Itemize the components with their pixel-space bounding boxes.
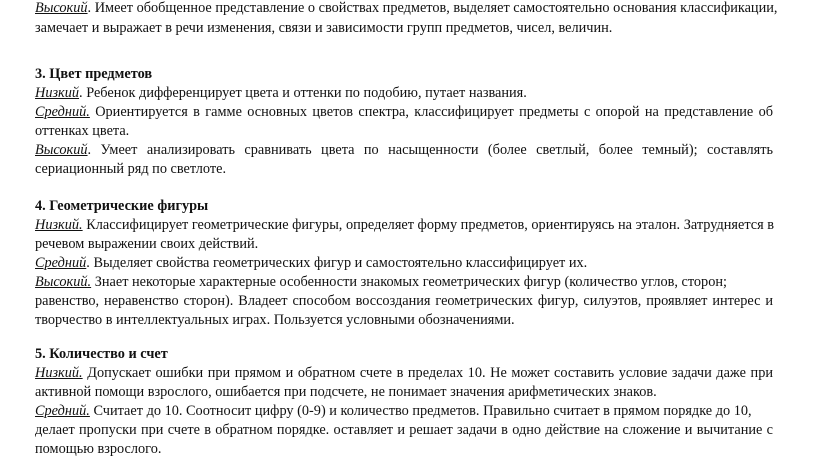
count-mid-line-2: делает пропуски при счете в обратном порядке. оставляет и решает задачи в одно действие на сложение и вычитание с	[35, 422, 773, 438]
level-label: Высокий	[35, 142, 88, 158]
shapes-low-line-2: речевом выражении своих действий.	[35, 236, 259, 252]
color-mid-line-1	[35, 104, 773, 121]
count-mid-line-3: помощью взрослого.	[35, 441, 162, 457]
paragraph-text: Классифицирует геометрические фигуры, определяет форму предметов, ориентируясь на эталон. Затрудняется в	[82, 217, 774, 233]
paragraph-text: . Выделяет свойства геометрических фигур и самостоятельно классифицирует их.	[86, 255, 588, 271]
color-high-line-1	[35, 142, 773, 159]
count-low-line-2: активной помощи взрослого, ошибается при подсчете, не понимает значения арифметических знаков.	[35, 384, 657, 400]
paragraph-text: Знает некоторые характерные особенности знакомых геометрических фигур (количество углов, сторон;	[91, 274, 727, 290]
color-high-line-2: сериационный ряд по светлоте.	[35, 161, 227, 177]
level-label: Высокий	[35, 0, 88, 16]
level-label: Низкий	[35, 85, 80, 101]
paragraph-text: Ориентируется в гамме основных цветов спектра, классифицирует предметы с опорой на представление об	[89, 104, 773, 120]
paragraph-text: Считает до 10. Соотносит цифру (0-9) и количество предметов. Правильно считает в прямом порядке до 10,	[89, 403, 752, 419]
color-low-line	[35, 85, 527, 102]
level-label: Средний	[35, 255, 87, 271]
paragraph-text: Допускает ошибки при прямом и обратном счете в пределах 10. Не может составить условие задачи даже при	[82, 365, 773, 381]
section-heading-count: 5. Количество и счет	[35, 346, 168, 362]
paragraph-text: . Ребенок дифференцирует цвета и оттенки по подобию, путает названия.	[79, 85, 527, 101]
count-mid-line-1	[35, 403, 752, 420]
color-mid-line-2: оттенках цвета.	[35, 123, 130, 139]
count-low-line-1	[35, 365, 773, 382]
section-heading-color: 3. Цвет предметов	[35, 66, 153, 82]
top-high-line-1	[35, 0, 778, 17]
level-label: Низкий.	[35, 365, 83, 381]
shapes-high-line-2: равенство, неравенство сторон). Владеет способом воссоздания геометрических фигур, силуэтов, проявляет интерес и	[35, 293, 773, 309]
section-heading-shapes: 4. Геометрические фигуры	[35, 198, 209, 214]
shapes-high-line-1	[35, 274, 727, 291]
level-label: Высокий.	[35, 274, 92, 290]
level-label: Средний.	[35, 403, 90, 419]
paragraph-text: . Имеет обобщенное представление о свойствах предметов, выделяет самостоятельно основания классификации,	[87, 0, 778, 16]
level-label: Средний.	[35, 104, 90, 120]
shapes-mid-line	[35, 255, 587, 272]
shapes-low-line-1	[35, 217, 773, 234]
shapes-high-line-3: творчество в интеллектуальных играх. Пользуется условными обозначениями.	[35, 312, 515, 328]
paragraph-text: . Умеет анализировать сравнивать цвета по насыщенности (более светлый, более темный); составлять	[87, 142, 773, 158]
level-label: Низкий.	[35, 217, 83, 233]
top-high-line-2: замечает и выражает в речи изменения, связи и зависимости групп предметов, чисел, величин.	[35, 20, 613, 36]
